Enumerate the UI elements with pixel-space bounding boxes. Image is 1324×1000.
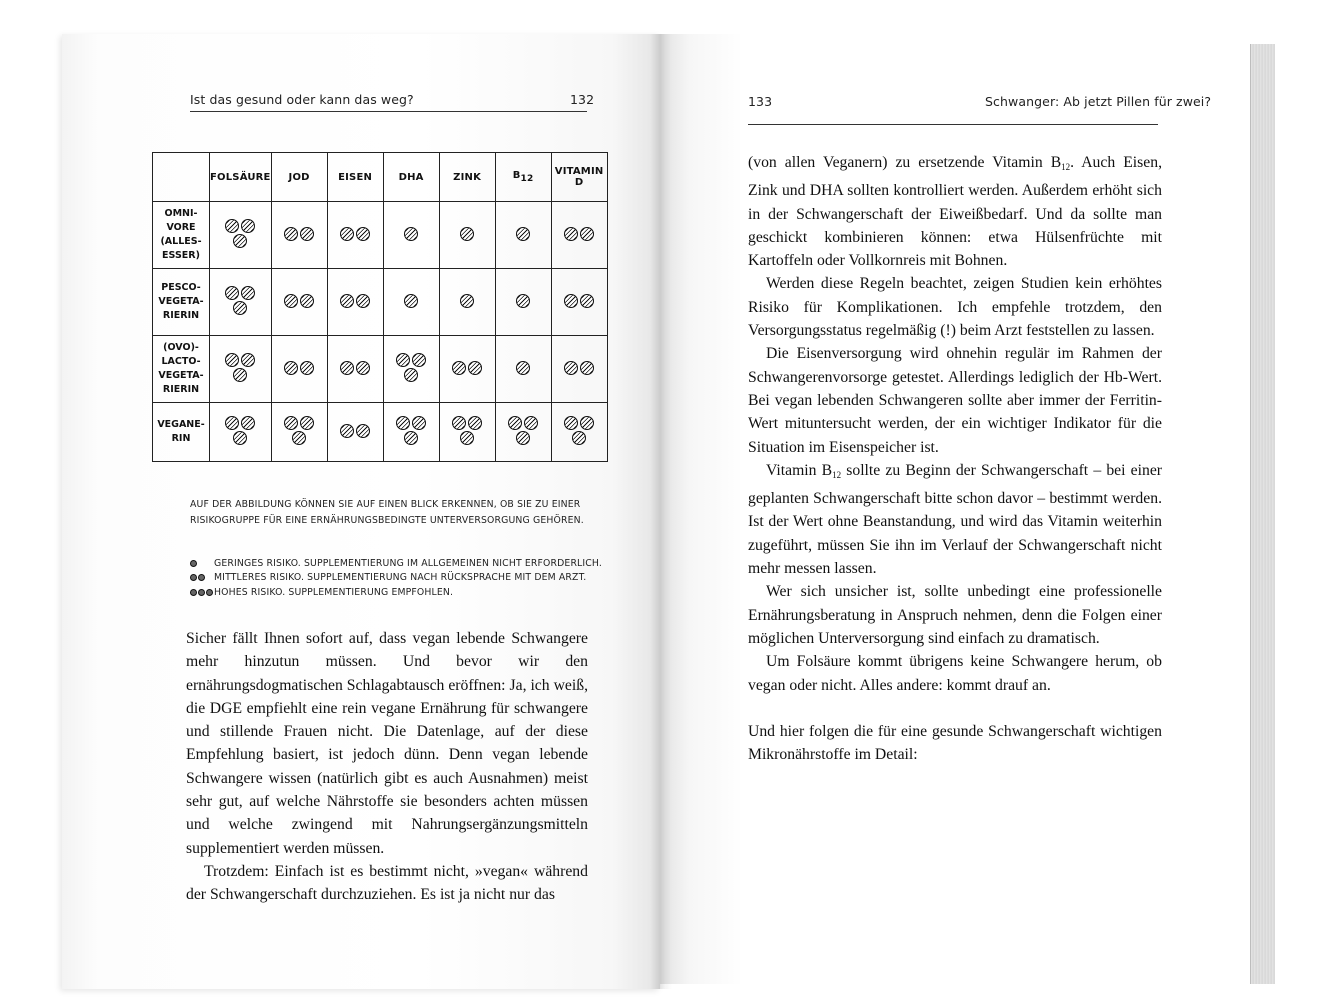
risk-cell xyxy=(210,269,272,336)
right-paragraph-6: Um Folsäure kommt übrigens keine Schwangere herum, ob vegan oder nicht. Alles andere: kommt drauf an. xyxy=(748,653,1162,694)
text-span: sollte zu Beginn der Schwangerschaft – bei einer geplanten Schwangerschaft bitte schon davor – bestimmt werden. Ist der Wert ohne Beanstandung, und wird das Vitamin weiterhin zugeführt, müssen Sie ihn im Verlauf der Schwangerschaft nicht mehr messen lassen. xyxy=(748,461,1162,578)
book-gutter xyxy=(650,34,672,989)
risk-cell xyxy=(495,202,551,269)
risk-cell xyxy=(551,336,607,403)
pill-group xyxy=(515,360,531,376)
risk-legend xyxy=(190,556,602,600)
legend-pill-icons xyxy=(190,589,214,596)
right-body-text xyxy=(748,151,1162,767)
row-label: (OVO)- LACTO- VEGETA- RIERIN xyxy=(153,336,210,403)
pill-icon xyxy=(241,219,255,233)
pill-icon xyxy=(300,361,314,375)
pill-group xyxy=(515,293,531,309)
pill-group xyxy=(283,415,315,446)
pill-icon xyxy=(225,219,239,233)
table-row xyxy=(153,403,608,462)
pill-icon xyxy=(284,361,298,375)
table-row xyxy=(153,269,608,336)
pill-group xyxy=(403,226,419,242)
pill-icon xyxy=(524,416,538,430)
pill-icon xyxy=(580,294,594,308)
pill-icon xyxy=(460,227,474,241)
pill-icon xyxy=(412,353,426,367)
risk-cell xyxy=(439,403,495,462)
pill-group xyxy=(224,352,256,383)
pill-group xyxy=(515,226,531,242)
pill-icon xyxy=(396,353,410,367)
legend-item xyxy=(190,556,602,571)
pill-group xyxy=(339,423,371,439)
column-header-vitamin-d: VITAMIN D xyxy=(551,153,607,202)
risk-cell xyxy=(327,269,383,336)
risk-cell xyxy=(495,336,551,403)
pill-group xyxy=(224,285,256,316)
table-corner-cell xyxy=(153,153,210,202)
pill-group xyxy=(459,293,475,309)
risk-cell xyxy=(551,403,607,462)
nutrient-risk-table xyxy=(152,152,608,462)
column-header-folsaeure: FOLSÄURE xyxy=(210,153,272,202)
pill-icon xyxy=(190,560,197,567)
pill-icon xyxy=(564,227,578,241)
pill-group xyxy=(224,415,256,446)
pill-icon xyxy=(452,361,466,375)
pill-icon xyxy=(516,294,530,308)
legend-text: HOHES RISIKO. SUPPLEMENTIERUNG EMPFOHLEN. xyxy=(214,586,454,598)
risk-cell xyxy=(383,269,439,336)
pill-icon xyxy=(356,361,370,375)
legend-item xyxy=(190,585,602,600)
pill-icon xyxy=(206,589,213,596)
left-body-text xyxy=(186,627,588,907)
risk-cell xyxy=(271,403,327,462)
pill-icon xyxy=(233,234,247,248)
pill-icon xyxy=(300,227,314,241)
risk-cell xyxy=(210,202,272,269)
pill-group xyxy=(451,360,483,376)
legend-pill-icons xyxy=(190,574,214,581)
risk-cell xyxy=(551,269,607,336)
text-span: (von allen Veganern) zu ersetzende Vitamin B xyxy=(748,154,1062,171)
risk-cell xyxy=(210,336,272,403)
right-paragraph-4 xyxy=(748,459,1162,580)
right-paragraph-5: Wer sich unsicher ist, sollte unbedingt eine professionelle Ernährungsberatung in Anspruch nehmen, denn die Folgen einer möglichen Unterversorgung sind einfach zu dramatisch. xyxy=(748,583,1162,647)
pill-icon xyxy=(340,227,354,241)
pill-group xyxy=(563,226,595,242)
legend-text: GERINGES RISIKO. SUPPLEMENTIERUNG IM ALLGEMEINEN NICHT ERFORDERLICH. xyxy=(214,557,602,569)
pill-icon xyxy=(404,227,418,241)
column-header-jod: JOD xyxy=(271,153,327,202)
pill-group xyxy=(563,360,595,376)
table-row xyxy=(153,336,608,403)
subscript: 12 xyxy=(1061,162,1071,172)
pill-icon xyxy=(564,361,578,375)
pill-icon xyxy=(300,416,314,430)
risk-cell xyxy=(383,202,439,269)
right-header-rule xyxy=(748,124,1158,125)
pill-icon xyxy=(225,416,239,430)
pill-icon xyxy=(564,294,578,308)
left-running-head: Ist das gesund oder kann das weg? xyxy=(190,92,414,107)
table-caption: AUF DER ABBILDUNG KÖNNEN SIE AUF EINEN BLICK ERKENNEN, OB SIE ZU EINER RISIKOGRUPPE FÜR EINE ERNÄHRUNGSBEDINGTE UNTERVERSORGUNG GEHÖREN. xyxy=(190,499,584,526)
risk-cell xyxy=(271,336,327,403)
pill-icon xyxy=(580,361,594,375)
pill-icon xyxy=(412,416,426,430)
pill-icon xyxy=(460,431,474,445)
risk-cell xyxy=(439,336,495,403)
pill-icon xyxy=(404,431,418,445)
risk-cell xyxy=(439,202,495,269)
column-header-zink: ZINK xyxy=(439,153,495,202)
left-paragraph-1: Sicher fällt Ihnen sofort auf, dass vegan lebende Schwangere mehr hinzutun müssen. Und bevor wir den ernährungsdogmatischen Schlagabtausch eröffnen: Ja, ich weiß, die DGE empfiehlt eine rein vegane Ernährung für schwangere und stillende Frauen nicht. Die Datenlage, auf der diese Empfehlung basiert, ist jedoch dünn. Denn vegan lebende Schwangere wissen (natürlich gibt es auch Ausnahmen) meist sehr gut, auf welche Nährstoffe sie besonders achten müssen und welche zwingend mit Nahrungsergänzungsmitteln supplementiert werden müssen. xyxy=(186,630,588,857)
pill-icon xyxy=(356,227,370,241)
pill-icon xyxy=(340,294,354,308)
risk-cell xyxy=(327,336,383,403)
column-header-dha: DHA xyxy=(383,153,439,202)
legend-text: MITTLERES RISIKO. SUPPLEMENTIERUNG NACH RÜCKSPRACHE MIT DEM ARZT. xyxy=(214,572,587,584)
pill-icon xyxy=(190,589,197,596)
page-edges xyxy=(1250,44,1275,984)
pill-icon xyxy=(356,294,370,308)
left-paragraph-2: Trotzdem: Einfach ist es bestimmt nicht, »vegan« während der Schwangerschaft durchzuziehen. Es ist ja nicht nur das xyxy=(186,862,588,904)
pill-group xyxy=(283,360,315,376)
pill-icon xyxy=(292,431,306,445)
pill-icon xyxy=(233,368,247,382)
column-header-b12: $B_{12}$ xyxy=(495,153,551,202)
risk-cell xyxy=(383,336,439,403)
right-page-number: 133 xyxy=(748,94,773,109)
row-label: OMNI- VORE (ALLES- ESSER) xyxy=(153,202,210,269)
risk-cell xyxy=(551,202,607,269)
risk-cell xyxy=(271,202,327,269)
risk-cell xyxy=(210,403,272,462)
right-paragraph-2: Werden diese Regeln beachtet, zeigen Studien kein erhöhtes Risiko für Komplikationen. Ich empfehle trotzdem, den Versorgungsstatus regelmäßig (!) beim Arzt feststellen zu lassen. xyxy=(748,275,1162,340)
pill-icon xyxy=(516,361,530,375)
pill-icon xyxy=(460,294,474,308)
pill-group xyxy=(339,360,371,376)
pill-icon xyxy=(340,361,354,375)
pill-icon xyxy=(396,416,410,430)
risk-cell xyxy=(327,202,383,269)
pill-icon xyxy=(404,294,418,308)
pill-icon xyxy=(572,431,586,445)
pill-icon xyxy=(284,227,298,241)
row-label: VEGANE- RIN xyxy=(153,403,210,462)
risk-cell xyxy=(271,269,327,336)
text-span: Vitamin B xyxy=(766,461,833,479)
column-header-eisen: EISEN xyxy=(327,153,383,202)
pill-icon xyxy=(233,301,247,315)
left-page-number: 132 xyxy=(570,92,595,107)
pill-icon xyxy=(284,294,298,308)
pill-icon xyxy=(468,361,482,375)
table-header-row xyxy=(153,153,608,202)
table-row xyxy=(153,202,608,269)
pill-icon xyxy=(516,227,530,241)
pill-icon xyxy=(516,431,530,445)
risk-cell xyxy=(495,269,551,336)
pill-group xyxy=(339,293,371,309)
right-paragraph-3: Die Eisenversorgung wird ohnehin regulär im Rahmen der Schwangerenvorsorge getestet. Allerdings lediglich der Hb-Wert. Bei vegan lebenden Schwangeren sollte aber immer der Ferritin-Wert mituntersucht werden, der ein wichtiger Indikator für die Situation im Eisenspeicher ist. xyxy=(748,345,1162,456)
pill-icon xyxy=(241,286,255,300)
pill-group xyxy=(403,293,419,309)
pill-icon xyxy=(356,424,370,438)
pill-group xyxy=(224,218,256,249)
subscript: 12 xyxy=(832,469,842,480)
pill-icon xyxy=(452,416,466,430)
pill-group xyxy=(283,293,315,309)
left-header-rule xyxy=(190,111,587,112)
pill-icon xyxy=(225,353,239,367)
text-span: . Auch Eisen, Zink und DHA sollten kontrolliert werden. Außerdem erhöht sich in der Schwangerschaft der Eiweißbedarf. Und da sollte man geschickt kombinieren können: etwa Hülsenfrüchte mit Kartoffeln oder Vollkornreis mit Bohnen. xyxy=(748,154,1162,270)
pill-group xyxy=(283,226,315,242)
pill-icon xyxy=(300,294,314,308)
legend-item xyxy=(190,571,602,586)
pill-icon xyxy=(241,353,255,367)
legend-pill-icons xyxy=(190,560,214,567)
pill-icon xyxy=(580,416,594,430)
pill-group xyxy=(395,415,427,446)
pill-icon xyxy=(241,416,255,430)
pill-group xyxy=(507,415,539,446)
pill-icon xyxy=(233,431,247,445)
pill-icon xyxy=(198,589,205,596)
pill-icon xyxy=(564,416,578,430)
risk-cell xyxy=(495,403,551,462)
risk-cell xyxy=(327,403,383,462)
pill-icon xyxy=(468,416,482,430)
pill-icon xyxy=(284,416,298,430)
pill-icon xyxy=(225,286,239,300)
pill-icon xyxy=(508,416,522,430)
pill-group xyxy=(563,293,595,309)
pill-icon xyxy=(190,574,197,581)
row-label: PESCO- VEGETA- RIERIN xyxy=(153,269,210,336)
right-paragraph-1 xyxy=(748,151,1162,272)
pill-icon xyxy=(404,368,418,382)
pill-group xyxy=(339,226,371,242)
pill-group xyxy=(563,415,595,446)
pill-group xyxy=(459,226,475,242)
right-paragraph-7: Und hier folgen die für eine gesunde Schwangerschaft wichtigen Mikronährstoffe im Detail: xyxy=(748,723,1162,764)
pill-group xyxy=(451,415,483,446)
risk-cell xyxy=(439,269,495,336)
pill-icon xyxy=(198,574,205,581)
pill-group xyxy=(395,352,427,383)
pill-icon xyxy=(340,424,354,438)
right-running-head: Schwanger: Ab jetzt Pillen für zwei? xyxy=(985,94,1212,109)
risk-cell xyxy=(383,403,439,462)
pill-icon xyxy=(580,227,594,241)
